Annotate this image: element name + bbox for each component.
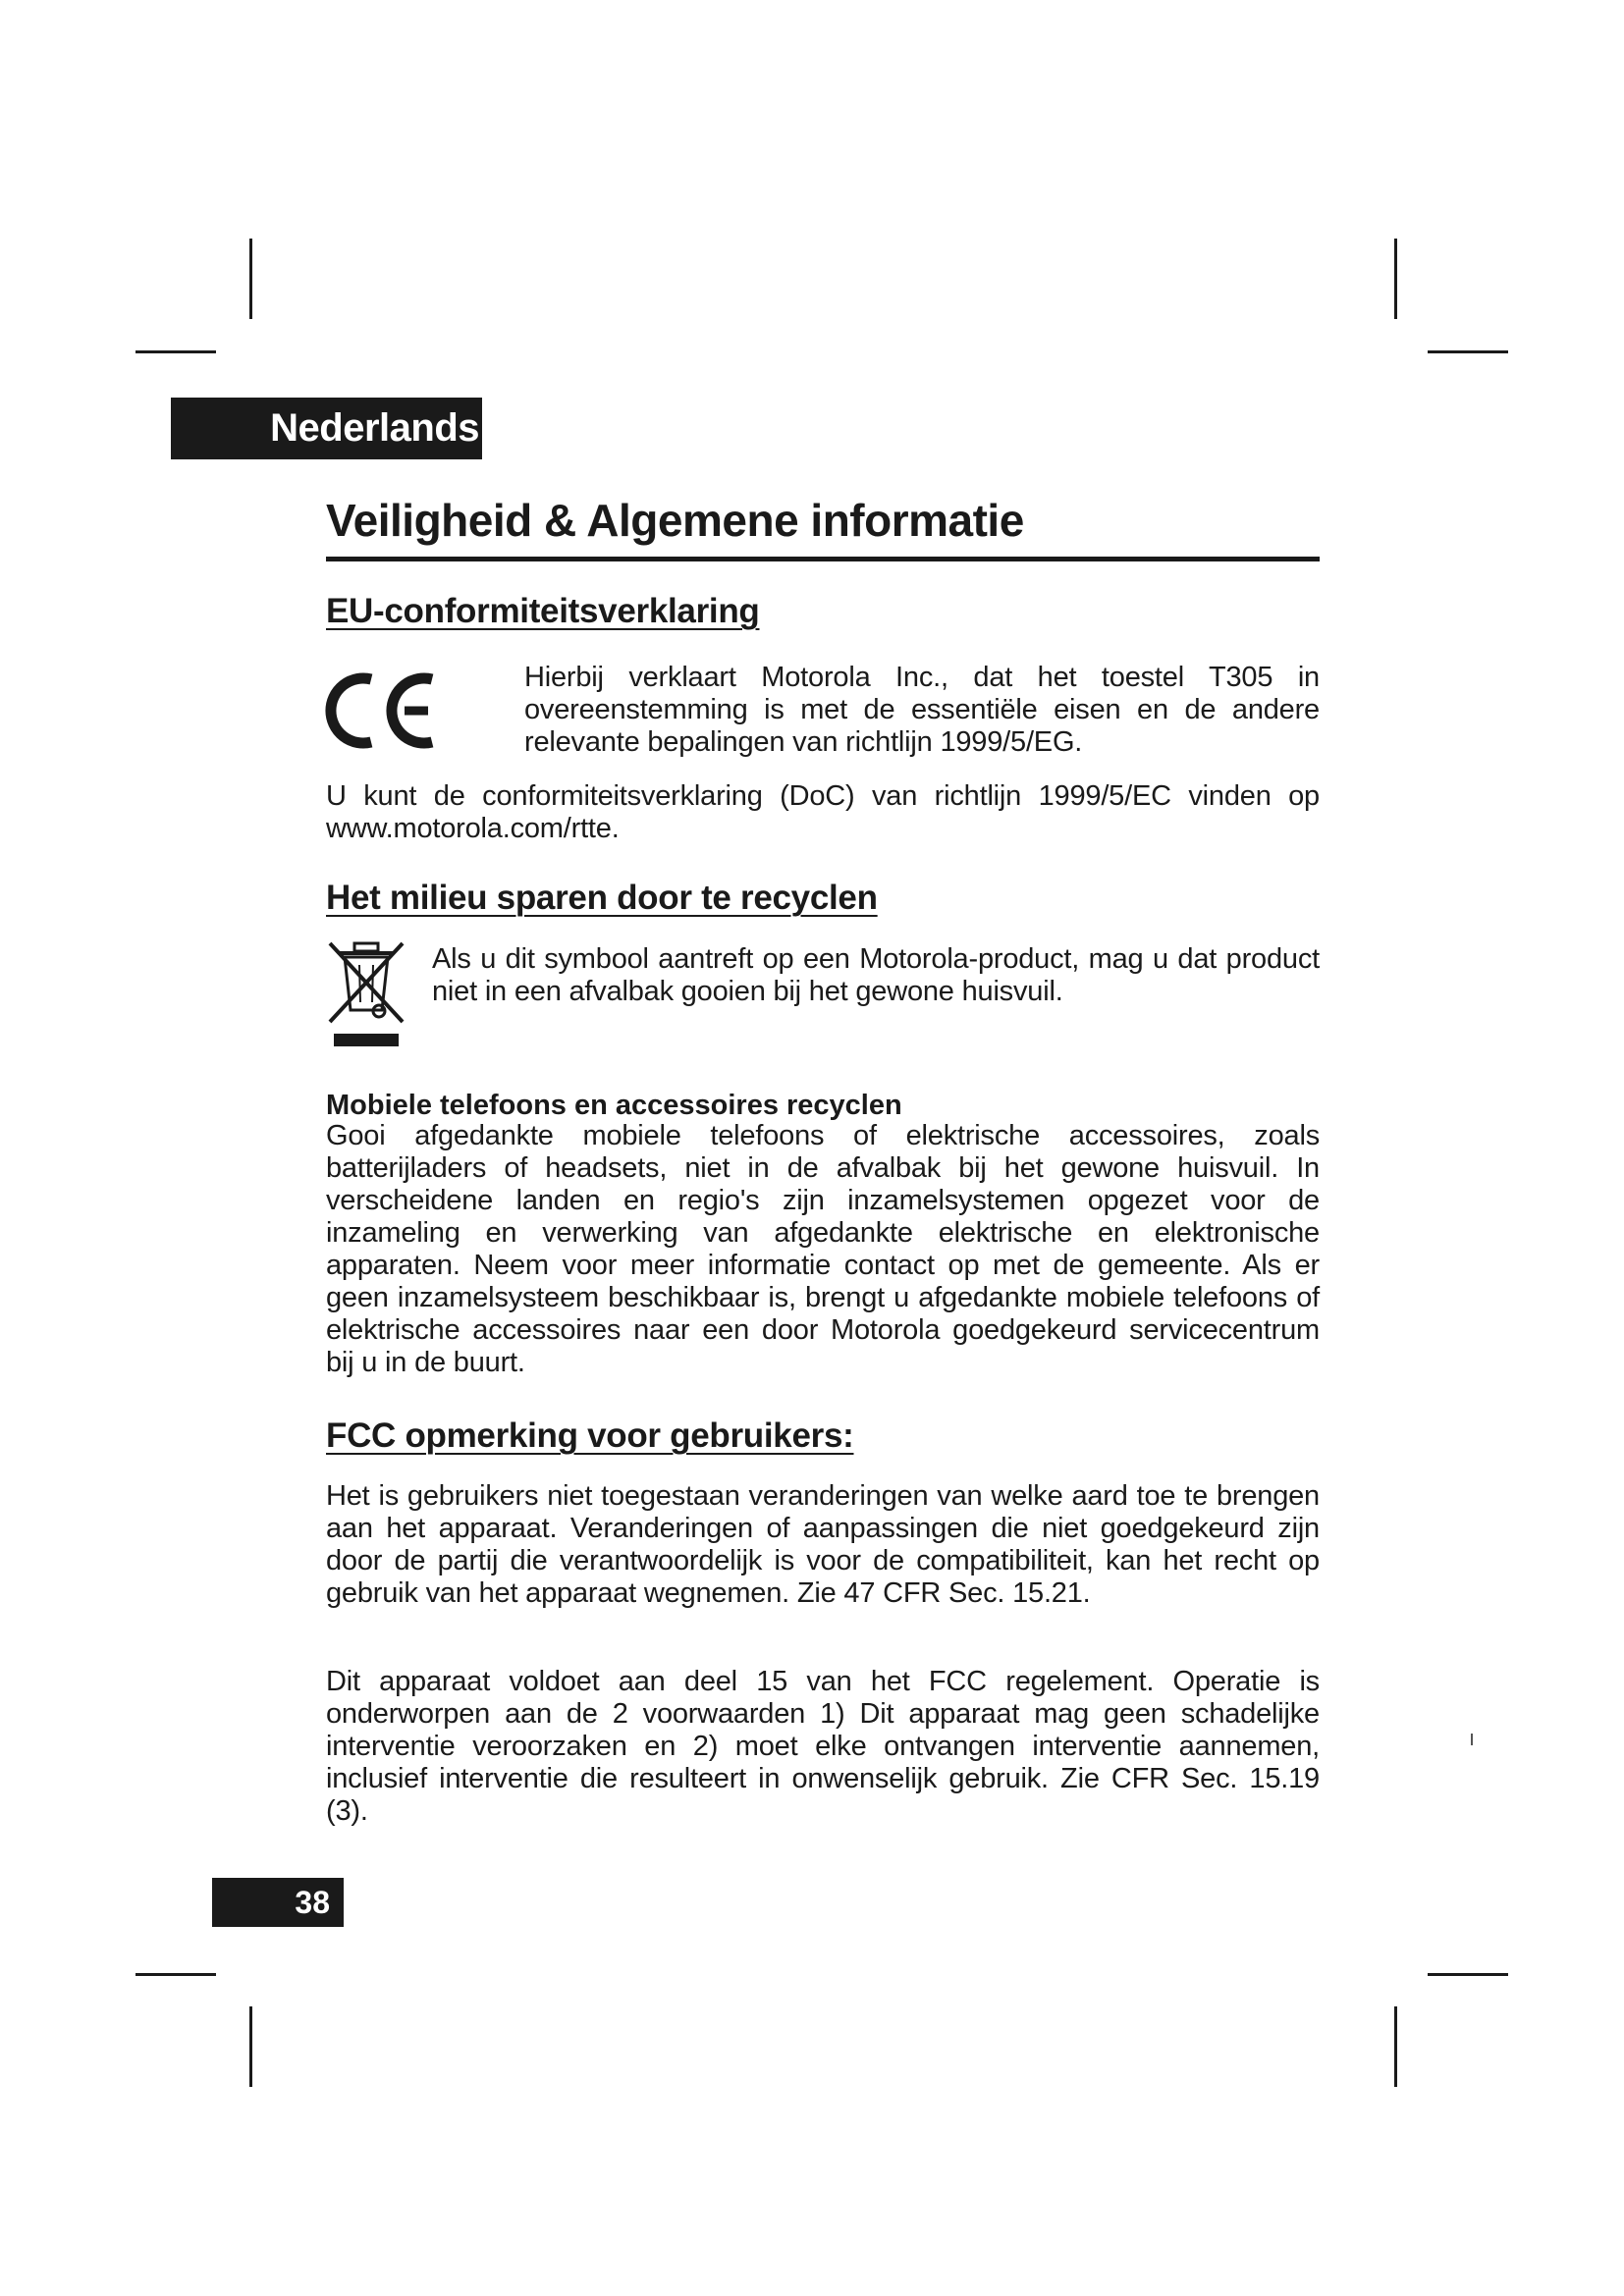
eu-conformity-heading: EU-conformiteitsverklaring	[326, 592, 760, 630]
crop-mark-bottom-left-horizontal	[135, 1973, 216, 1976]
page-number: 38	[212, 1878, 344, 1927]
doc-note: U kunt de conformiteitsverklaring (DoC) van richtlijn 1999/5/EC vinden op www.motorola.com/rtte.	[326, 780, 1320, 844]
crop-mark-top-left-horizontal	[135, 350, 216, 353]
crossed-out-bin-icon	[326, 939, 406, 1049]
recycling-heading: Het milieu sparen door te recyclen	[326, 879, 878, 917]
eu-statement: Hierbij verklaart Motorola Inc., dat het toestel T305 in overeenstemming is met de essentiële eisen en de andere relevante bepalingen van richtlijn 1999/5/EG.	[524, 662, 1320, 758]
title-rule	[326, 557, 1320, 561]
page-title: Veiligheid & Algemene informatie	[326, 495, 1024, 546]
recycling-intro: Als u dit symbool aantreft op een Motorola-product, mag u dat product niet in een afvalbak gooien bij het gewone huisvuil.	[432, 943, 1320, 1007]
crop-mark-top-right-vertical	[1394, 239, 1397, 319]
crop-mark-top-right-horizontal	[1428, 350, 1508, 353]
crop-mark-bottom-right-horizontal	[1428, 1973, 1508, 1976]
recycle-body: Gooi afgedankte mobiele telefoons of elektrische accessoires, zoals batterijladers of headsets, niet in de afvalbak bij het gewone huisvuil. In verscheidene landen en regio's zijn inzamelsystemen opgezet voor de inzameling en verwerking van afgedankte elektrische en elektronische apparaten. Neem voor meer informatie contact op met de gemeente. Als er geen inzamelsysteem beschikbaar is, brengt u afgedankte mobiele telefoons of elektrische accessoires naar een door Motorola goedgekeurd servicecentrum bij u in de buurt.	[326, 1120, 1320, 1378]
crop-mark-bottom-right-vertical	[1394, 2006, 1397, 2087]
crop-mark-top-left-vertical	[249, 239, 252, 319]
language-tab: Nederlands	[171, 398, 482, 459]
fcc-paragraph-1: Het is gebruikers niet toegestaan veranderingen van welke aard toe te brengen aan het apparaat. Veranderingen of aanpassingen die niet goedgekeurd zijn door de partij die verantwoordelijk is voor de compatibiliteit, kan het recht op gebruik van het apparaat wegnemen. Zie 47 CFR Sec. 15.21.	[326, 1480, 1320, 1609]
crop-mark-bottom-left-vertical	[249, 2006, 252, 2087]
fcc-heading: FCC opmerking voor gebruikers:	[326, 1416, 854, 1455]
stray-mark	[1471, 1734, 1473, 1745]
fcc-paragraph-2: Dit apparaat voldoet aan deel 15 van het FCC regelement. Operatie is onderworpen aan de 2 voorwaarden 1) Dit apparaat mag geen schadelijke interventie veroorzaken en 2) moet elke ontvangen interventie aannemen, inclusief interventie die resulteert in onwenselijk gebruik. Zie CFR Sec. 15.19 (3).	[326, 1666, 1320, 1827]
recycle-subheading: Mobiele telefoons en accessoires recyclen	[326, 1090, 902, 1121]
ce-mark-icon	[324, 667, 440, 754]
